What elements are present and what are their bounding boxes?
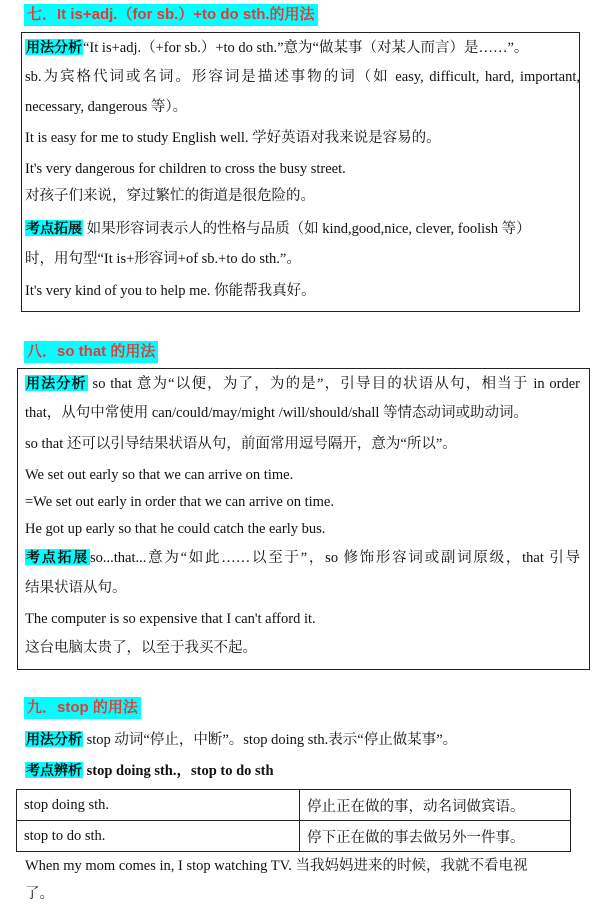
usage-analysis-tag: 用法分析 <box>26 731 82 747</box>
sec8-line-10: 这台电脑太贵了，以至于我买不起。 <box>25 640 257 656</box>
sec8-line-7 <box>25 547 580 567</box>
sec9-line-1 <box>25 729 580 749</box>
sec8-line-4: We set out early so that we can arrive on time. <box>25 467 294 483</box>
sec7-line-7 <box>25 218 580 238</box>
discrimination-tag: 考点辨析 <box>26 762 82 778</box>
sec9-text-2: stop doing sth.，stop to do sth <box>83 763 274 779</box>
sec7-line-9: It's very kind of you to help me. 你能帮我真好。 <box>25 283 316 299</box>
table-cell: 停止正在做的事，动名词做宾语。 <box>300 790 571 821</box>
sec7-line-2: sb.为宾格代词或名词。形容词是描述事物的词（如 easy, difficult, hard, important, <box>25 69 580 85</box>
sec8-line-5: =We set out early in order that we can arrive on time. <box>25 494 334 510</box>
sec9-line-2 <box>25 760 580 780</box>
sec7-line-3: necessary, dangerous 等）。 <box>25 99 188 115</box>
table-cell: stop doing sth. <box>17 790 300 821</box>
section-7-heading: 七．It is+adj.（for sb.）+to do sth.的用法 <box>24 4 318 26</box>
sec8-line-6: He got up early so that he could catch the early bus. <box>25 521 326 537</box>
table-cell: 停下正在做的事去做另外一件事。 <box>300 821 571 852</box>
sec7-text-1: “It is+adj.（+for sb.）+to do sth.”意为“做某事（对某人而言）是……”。 <box>83 40 529 56</box>
sec8-line-8: 结果状语从句。 <box>25 580 127 596</box>
sec7-line-8: 时，用句型“It is+形容词+of sb.+to do sth.”。 <box>25 251 301 267</box>
sec8-line-2: that，从句中常使用 can/could/may/might /will/should/shall 等情态动词或助动词。 <box>25 405 529 421</box>
usage-analysis-tag: 用法分析 <box>26 39 82 55</box>
sec8-line-3: so that 还可以引导结果状语从句，前面常用逗号隔开，意为“所以”。 <box>25 436 457 452</box>
sec7-line-1 <box>25 37 580 57</box>
sec7-line-4: It is easy for me to study English well. 学好英语对我来说是容易的。 <box>25 130 441 146</box>
sec8-text-1: so that 意为“以便，为了，为的是”，引导目的状语从句，相当于 in order <box>87 376 580 392</box>
extension-tag: 考点拓展 <box>26 549 89 565</box>
comparison-table <box>16 789 571 852</box>
sec8-line-1 <box>25 373 580 393</box>
sec7-text-7: 如果形容词表示人的性格与品质（如 kind,good,nice, clever, foolish 等） <box>83 221 531 237</box>
extension-tag: 考点拓展 <box>26 220 82 236</box>
sec9-line-3: When my mom comes in, I stop watching TV. 当我妈妈进来的时候，我就不看电视 <box>25 858 528 874</box>
sec7-line-6: 对孩子们来说，穿过繁忙的街道是很危险的。 <box>25 188 315 204</box>
section-9-heading: 九．stop 的用法 <box>24 697 141 719</box>
usage-analysis-tag: 用法分析 <box>26 375 87 391</box>
table-row <box>17 790 571 821</box>
table-row <box>17 821 571 852</box>
sec8-line-9: The computer is so expensive that I can't afford it. <box>25 611 316 627</box>
section-8-heading: 八．so that 的用法 <box>24 341 158 363</box>
sec8-text-7: so...that...意为“如此……以至于”，so 修饰形容词或副词原级，that 引导 <box>89 550 580 566</box>
sec9-text-1: stop 动词“停止，中断”。stop doing sth.表示“停止做某事”。 <box>83 732 458 748</box>
sec9-line-4: 了。 <box>25 886 54 902</box>
table-cell: stop to do sth. <box>17 821 300 852</box>
sec7-line-5: It's very dangerous for children to cross the busy street. <box>25 161 346 177</box>
